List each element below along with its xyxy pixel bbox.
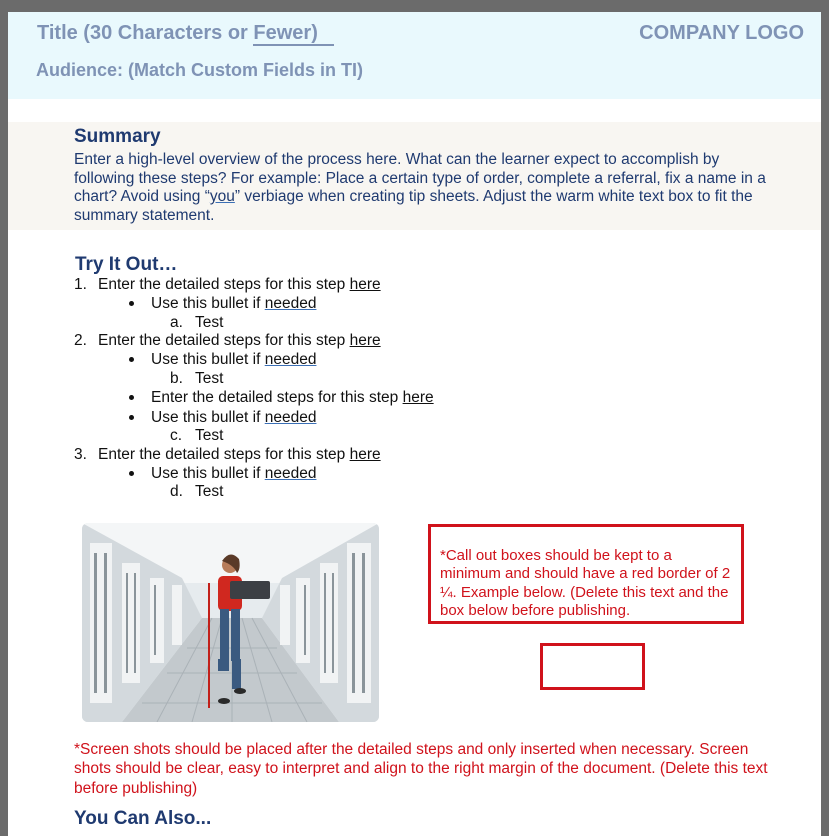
step-number: 1. xyxy=(74,276,87,293)
bullet-text: Use this bullet if xyxy=(151,409,265,426)
list-item xyxy=(170,483,224,501)
sub-letter: b. xyxy=(170,370,183,387)
step-link[interactable]: here xyxy=(402,389,434,406)
sub-letter: c. xyxy=(170,427,183,444)
title-prefix: Title (30 Characters or xyxy=(37,22,254,44)
step-link[interactable]: here xyxy=(349,446,381,463)
step-number: 3. xyxy=(74,446,87,463)
sub-text: Test xyxy=(195,314,224,331)
you-can-also-heading: You Can Also... xyxy=(74,808,212,829)
bullet-text: Use this bullet if xyxy=(151,465,265,482)
sub-text: Test xyxy=(195,370,224,387)
step-text: Enter the detailed steps for this step xyxy=(98,276,350,293)
example-callout-box xyxy=(540,643,645,690)
bullet-dot xyxy=(129,357,134,362)
screenshot-image xyxy=(82,523,379,722)
summary-text-after: ” verbiage when creating tip sheets. Adjust the warm white text box to fit the summary statement. xyxy=(74,188,753,224)
bullet-text: Use this bullet if xyxy=(151,295,265,312)
summary-text xyxy=(74,151,774,225)
list-item xyxy=(151,465,316,483)
list-item xyxy=(74,332,381,350)
bullet-dot xyxy=(129,471,134,476)
datacenter-photo xyxy=(82,523,379,722)
list-item xyxy=(170,427,224,445)
bullet-dot xyxy=(129,301,134,306)
list-item xyxy=(74,446,381,464)
sub-text: Test xyxy=(195,427,224,444)
company-logo: COMPANY LOGO xyxy=(639,22,804,44)
audience-line: Audience: (Match Custom Fields in TI) xyxy=(36,60,364,80)
document-page xyxy=(8,12,821,836)
list-item xyxy=(170,370,224,388)
summary-text-before: Enter a high-level overview of the process here. What can the learner expect to accomplish by following these steps? For example: Place a certain type of order, complete a referral, fix a name in a chart? Avoid using “ xyxy=(74,151,766,205)
summary-heading: Summary xyxy=(74,126,161,147)
step-text: Enter the detailed steps for this step xyxy=(151,389,403,406)
step-number: 2. xyxy=(74,332,87,349)
bullet-text: Use this bullet if xyxy=(151,351,265,368)
list-item xyxy=(151,295,316,313)
screenshot-note: *Screen shots should be placed after the detailed steps and only inserted when necessary. Screen shots should be clear, easy to interpret and align to the right margin of the document. (Delete this text before publishing) xyxy=(74,741,768,797)
bullet-link: needed xyxy=(264,409,317,426)
list-item xyxy=(74,276,381,294)
document-title xyxy=(37,22,334,45)
summary-box xyxy=(8,122,821,230)
title-underlined: Fewer) xyxy=(253,22,333,46)
step-link[interactable]: here xyxy=(349,332,381,349)
callout-box xyxy=(428,524,744,624)
sub-letter: a. xyxy=(170,314,183,331)
bullet-link: needed xyxy=(264,351,317,368)
bullet-dot xyxy=(129,415,134,420)
sub-letter: d. xyxy=(170,483,183,500)
list-item xyxy=(151,351,316,369)
bullet-link: needed xyxy=(264,465,317,482)
callout-text: *Call out boxes should be kept to a minimum and should have a red border of 2 ¼. Example below. (Delete this text and the box below before publishing. xyxy=(440,547,731,619)
step-link[interactable]: here xyxy=(349,276,381,293)
list-item xyxy=(151,409,316,427)
bullet-dot xyxy=(129,395,134,400)
list-item xyxy=(170,314,224,332)
try-it-out-heading: Try It Out… xyxy=(75,254,178,275)
document-header xyxy=(8,12,821,99)
sub-text: Test xyxy=(195,483,224,500)
bullet-link: needed xyxy=(264,295,317,312)
list-item xyxy=(151,389,434,407)
summary-you-word: you xyxy=(209,188,235,205)
step-text: Enter the detailed steps for this step xyxy=(98,446,350,463)
step-text: Enter the detailed steps for this step xyxy=(98,332,350,349)
